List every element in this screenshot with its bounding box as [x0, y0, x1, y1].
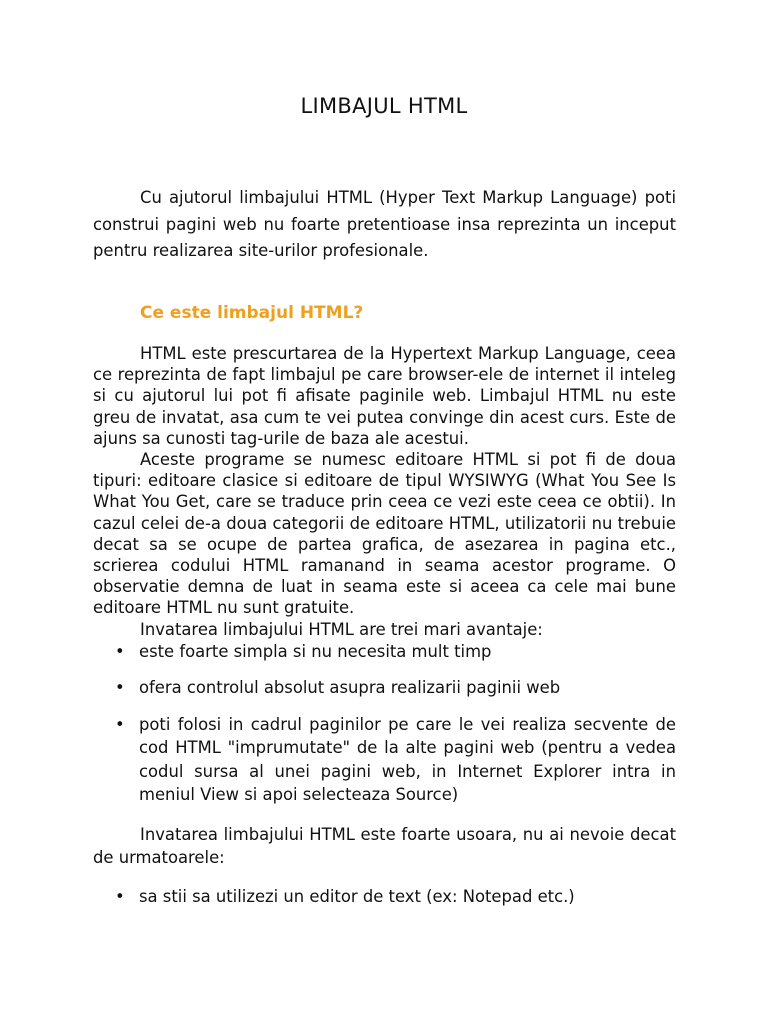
body-block: [93, 343, 676, 909]
intro-paragraph: Cu ajutorul limbajului HTML (Hyper Text Markup Language) poti construi pagini web nu foarte pretentioase insa reprezinta un inceput pentru realizarea site-urilor profesionale.: [93, 188, 676, 260]
list-item: [93, 676, 676, 700]
list-item-text: ofera controlul absolut asupra realizarii paginii web: [139, 678, 561, 698]
bullet-icon: •: [115, 678, 125, 698]
paragraph-requirements: Invatarea limbajului HTML este foarte usoara, nu ai nevoie decat de urmatoarele:: [93, 824, 676, 867]
paragraph-definition: HTML este prescurtarea de la Hypertext Markup Language, ceea ce reprezinta de fapt limbajul pe care browser-ele de internet il inteleg si cu ajutorul lui pot fi afisate paginile web. Limbajul HTML nu este greu de invatat, asa cum te vei putea convinge din acest curs. Este de ajuns sa cunosti tag-urile de baza ale acestui.: [93, 344, 676, 448]
list-item: [93, 640, 676, 664]
advantages-list: [93, 640, 676, 807]
list-item-text: este foarte simpla si nu necesita mult timp: [139, 641, 492, 661]
bullet-icon: •: [115, 887, 125, 907]
advantages-intro: Invatarea limbajului HTML are trei mari avantaje:: [140, 619, 543, 639]
list-item-text: poti folosi in cadrul paginilor pe care le vei realiza secvente de cod HTML "imprumutate" de la alte pagini web (pentru a vedea codul sursa al unei pagini web, in Internet Explorer intra in meniul View si apoi selecteaza Source): [139, 714, 676, 805]
list-item: [93, 885, 676, 909]
page-title: LIMBAJUL HTML: [300, 94, 468, 118]
requirements-list: [93, 885, 676, 909]
list-item: [93, 713, 676, 807]
bullet-icon: •: [115, 714, 125, 734]
paragraph-editors: Aceste programe se numesc editoare HTML si pot fi de doua tipuri: editoare clasice si editoare de tipul WYSIWYG (What You See Is What You Get, care se traduce prin ceea ce vezi este ceea ce obtii). In cazul celei de-a doua categorii de editoare HTML, utilizatorii nu trebuie decat sa se ocupe de partea grafica, de asezarea in pagina etc., scrierea codului HTML ramanand in seama acestor programe. O observatie demna de luat in seama este si aceea ca cele mai bune editoare HTML nu sunt gratuite.: [93, 450, 676, 618]
section-heading: Ce este limbajul HTML?: [140, 303, 364, 323]
bullet-icon: •: [115, 641, 125, 661]
list-item-text: sa stii sa utilizezi un editor de text (ex: Notepad etc.): [139, 887, 575, 907]
